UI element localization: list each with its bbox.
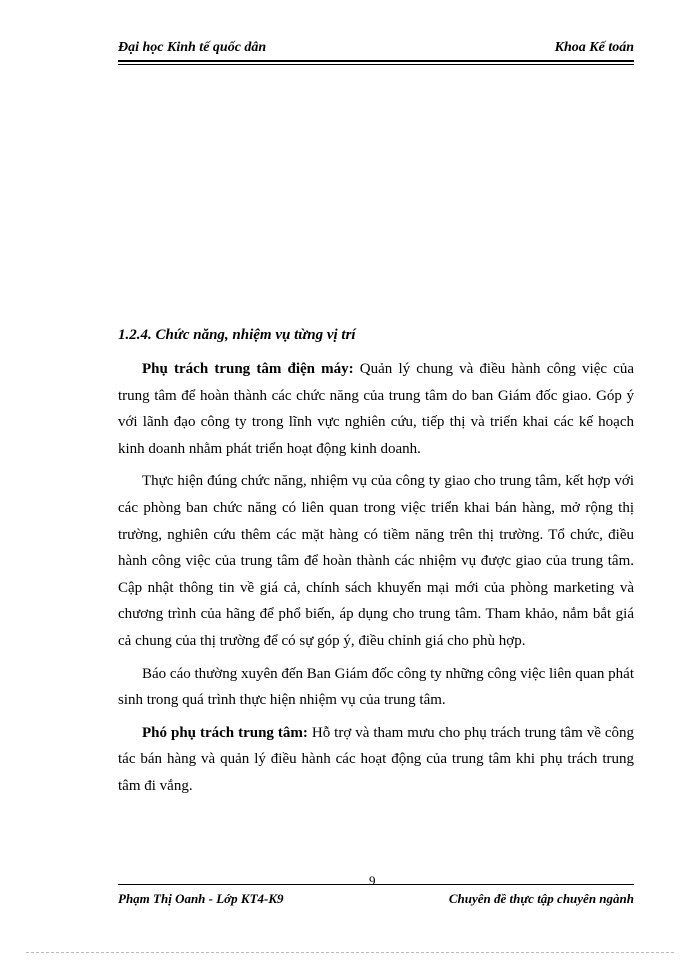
- paragraph-4-text: Hỗ trợ và tham mưu cho phụ trách trung tâm về công tác bán hàng và quản lý điều hành các hoạt động của trung tâm khi phụ trách trung tâm đi vắng.: [118, 724, 634, 794]
- paragraph-1-text: Quản lý chung và điều hành công việc của trung tâm để hoàn thành các chức năng của trung tâm do ban Giám đốc giao. Góp ý với lãnh đạo công ty trong lĩnh vực nghiên cứu, tiếp thị và triển khai các kế hoạch kinh doanh nhằm phát triển hoạt động kinh doanh.: [118, 361, 634, 457]
- header-rule: [118, 64, 634, 65]
- page-body: [118, 324, 634, 806]
- paragraph-1: [118, 356, 634, 462]
- section-heading: 1.2.4. Chức năng, nhiệm vụ từng vị trí: [118, 327, 356, 343]
- paragraph-1-lead: Phụ trách trung tâm điện máy:: [142, 361, 354, 377]
- header-faculty: Khoa Kế toán: [554, 40, 634, 55]
- paragraph-3: Báo cáo thường xuyên đến Ban Giám đốc công ty những công việc liên quan phát sinh trong quá trình thực hiện nhiệm vụ của trung tâm.: [118, 665, 634, 709]
- paragraph-2: Thực hiện đúng chức năng, nhiệm vụ của công ty giao cho trung tâm, kết hợp với các phòng ban chức năng có liên quan trong việc triển khai bán hàng, mở rộng thị trường, nghiên cứu thêm các mặt hàng có tiềm năng trên thị trường. Tổ chức, điều hành công việc của trung tâm để hoàn thành các nhiệm vụ được giao của trung tâm. Cập nhật thông tin về giá cả, chính sách khuyến mại mới của phòng marketing và chương trình của hãng để phổ biến, áp dụng cho trung tâm. Tham khảo, nắm bắt giá cả chung của thị trường để có sự góp ý, điều chỉnh giá cho phù hợp.: [118, 473, 634, 649]
- paragraph-4-lead: Phó phụ trách trung tâm:: [142, 724, 308, 741]
- paragraph-4: [118, 720, 634, 800]
- header-university: Đại học Kinh tế quốc dân: [118, 40, 267, 55]
- footer-author: Phạm Thị Oanh - Lớp KT4-K9: [118, 891, 284, 906]
- page-edge-divider: [26, 952, 674, 953]
- page-number: 9: [369, 873, 376, 888]
- footer-title: Chuyên đề thực tập chuyên ngành: [448, 891, 634, 906]
- page-footer: [118, 884, 634, 911]
- page-header: [118, 40, 634, 62]
